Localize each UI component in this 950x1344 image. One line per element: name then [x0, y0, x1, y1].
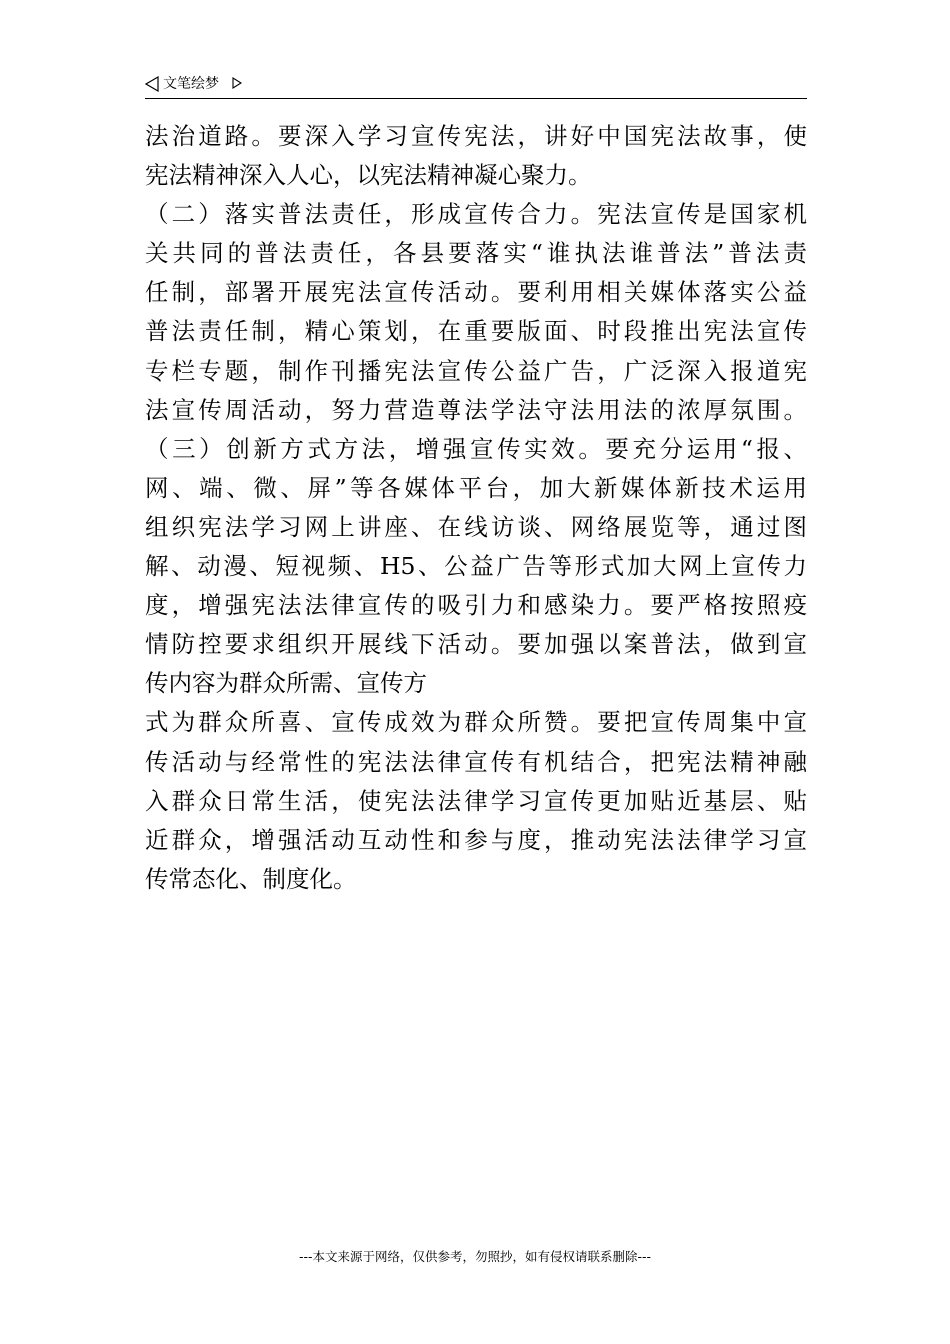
- body-line: 法宣传周活动，努力营造尊法学法守法用法的浓厚氛围。: [145, 395, 807, 424]
- body-line: （三）创新方式方法，增强宣传实效。要充分运用“报、: [145, 434, 807, 463]
- triangle-right-icon: [232, 77, 242, 89]
- body-line: 传活动与经常性的宪法法律宣传有机结合，把宪法精神融: [145, 747, 807, 776]
- body-line: （二）落实普法责任，形成宣传合力。宪法宣传是国家机: [145, 200, 807, 229]
- body-line: 解、动漫、短视频、H5、公益广告等形式加大网上宣传力: [145, 552, 807, 581]
- footer-disclaimer: ---本文来源于网络，仅供参考，勿照抄，如有侵权请联系删除---: [298, 1249, 652, 1264]
- body-line: 近群众，增强活动互动性和参与度，推动宪法法律学习宣: [145, 825, 807, 854]
- body-line: 宪法精神深入人心，以宪法精神凝心聚力。: [145, 161, 592, 190]
- body-line: 情防控要求组织开展线下活动。要加强以案普法，做到宣: [145, 630, 807, 659]
- body-line: 度，增强宪法法律宣传的吸引力和感染力。要严格按照疫: [145, 591, 807, 620]
- body-line: 式为群众所喜、宣传成效为群众所赞。要把宣传周集中宣: [145, 708, 807, 737]
- document-body: [145, 117, 807, 899]
- body-line: 传内容为群众所需、宣传方: [145, 669, 427, 698]
- body-line: 任制，部署开展宪法宣传活动。要利用相关媒体落实公益: [145, 278, 807, 307]
- header-title: 文笔绘梦: [163, 76, 219, 92]
- triangle-left-icon: [145, 76, 159, 92]
- body-line: 专栏专题，制作刊播宪法宣传公益广告，广泛深入报道宪: [145, 356, 807, 385]
- body-line: 入群众日常生活，使宪法法律学习宣传更加贴近基层、贴: [145, 786, 807, 815]
- body-line: 网、端、微、屏”等各媒体平台，加大新媒体新技术运用: [145, 473, 807, 502]
- body-line: 关共同的普法责任，各县要落实“谁执法谁普法”普法责: [145, 239, 807, 268]
- body-line: 传常态化、制度化。: [145, 864, 357, 893]
- body-line: 法治道路。要深入学习宣传宪法，讲好中国宪法故事，使: [145, 122, 807, 150]
- body-line: 组织宪法学习网上讲座、在线访谈、网络展览等，通过图: [145, 512, 807, 541]
- body-line: 普法责任制，精心策划，在重要版面、时段推出宪法宣传: [145, 317, 807, 346]
- page-header: [145, 72, 807, 99]
